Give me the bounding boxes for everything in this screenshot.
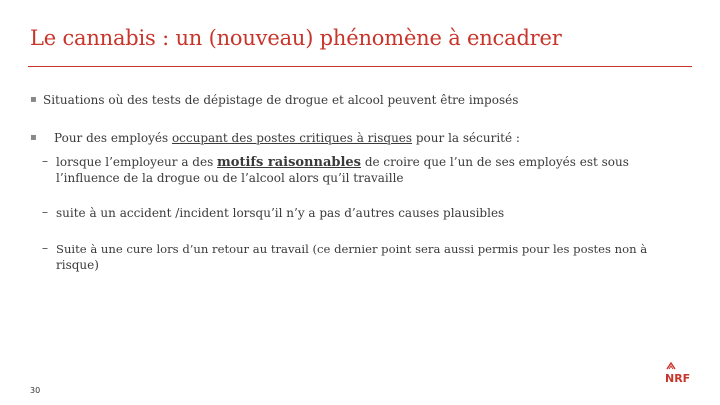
slide-title: Le cannabis : un (nouveau) phénomène à encadrer (30, 26, 562, 50)
sub-1-after: de croire que l’un de ses employés est sous (361, 155, 629, 169)
sub-1-before: lorsque l’employeur a des (56, 155, 218, 169)
bullet-2-text (54, 130, 520, 146)
nrf-logo-icon (664, 360, 698, 386)
sub-3-line-1: Suite à une cure lors d’un retour au travail (ce dernier point sera aussi permis pour les postes non à (56, 242, 648, 256)
bullet-1-text: Situations où des tests de dépistage de drogue et alcool peuvent être imposés (43, 93, 519, 107)
sub-1-line-1 (56, 154, 629, 171)
sub-2-text: suite à un accident /incident lorsqu’il n’y a pas d’autres causes plausibles (56, 206, 505, 220)
bullet-2-before: Pour des employés (54, 131, 172, 145)
sub-3-line-2: risque) (56, 258, 99, 272)
logo-text: NRF (665, 372, 691, 385)
dash-marker: – (42, 154, 48, 168)
bullet-2-after: pour la sécurité : (412, 131, 520, 145)
sub-1-emphasis: motifs raisonnables (217, 155, 361, 170)
sub-1-line-2: l’influence de la drogue ou de l’alcool alors qu’il travaille (56, 171, 404, 185)
bullet-marker: ▪ (30, 132, 37, 143)
dash-marker: – (42, 205, 48, 219)
bullet-2-underlined: occupant des postes critiques à risques (171, 131, 413, 145)
bullet-marker: ▪ (30, 94, 37, 105)
title-divider (28, 66, 692, 67)
page-number: 30 (30, 386, 41, 395)
dash-marker: – (42, 241, 48, 255)
